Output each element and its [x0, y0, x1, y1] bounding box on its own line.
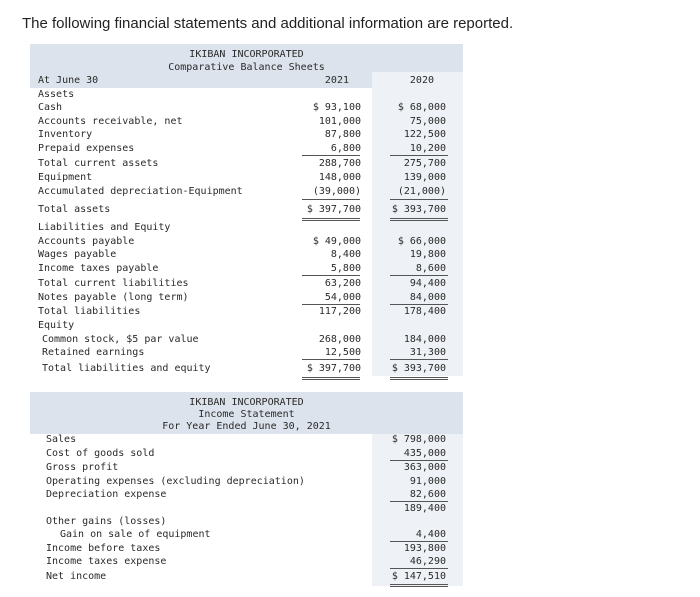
value-2021: 6,800 [330, 143, 361, 154]
value-2020: 84,000 [409, 292, 446, 303]
value-2021: $ 397,700 [306, 204, 361, 215]
table-row [0, 235, 700, 248]
value-2021: 63,200 [324, 278, 361, 289]
table-row [0, 475, 700, 488]
value-2021: 5,800 [330, 263, 361, 274]
row-label: Depreciation expense [46, 489, 167, 500]
row-label: Retained earnings [42, 347, 145, 358]
value-2020: (21,000) [397, 186, 446, 197]
value: 91,000 [409, 476, 446, 487]
table-row [0, 542, 700, 555]
subtotal-rule [390, 568, 448, 569]
total-double-rule [302, 377, 360, 380]
column-header-2020: 2020 [409, 75, 434, 86]
table-row [0, 171, 700, 184]
table-row [0, 262, 700, 275]
value-2020: 19,800 [409, 249, 446, 260]
row-label: Gain on sale of equipment [60, 529, 211, 540]
intro-text: The following financial statements and additional information are reported. [22, 15, 514, 32]
subtotal-rule [302, 199, 360, 200]
row-label: Notes payable (long term) [38, 292, 189, 303]
table-row [0, 128, 700, 141]
column-header-2021: 2021 [324, 75, 349, 86]
balance-sheet-date-label: At June 30 [38, 75, 99, 86]
row-label: Income before taxes [46, 543, 161, 554]
value: 363,000 [403, 462, 446, 473]
subtotal-rule [302, 275, 360, 276]
value-2020: 8,600 [415, 263, 446, 274]
value-2020: 178,400 [403, 306, 446, 317]
table-row [0, 142, 700, 155]
row-label: Accumulated depreciation-Equipment [38, 186, 243, 197]
table-row [0, 515, 700, 528]
value: 189,400 [403, 503, 446, 514]
row-label: Inventory [38, 129, 93, 140]
table-row [0, 157, 700, 170]
value-2020: $ 66,000 [397, 236, 446, 247]
table-row [0, 319, 700, 332]
value: 4,400 [415, 529, 446, 540]
table-row [0, 555, 700, 568]
value: 46,290 [409, 556, 446, 567]
table-row [0, 305, 700, 318]
value-2021: (39,000) [312, 186, 361, 197]
row-label: Total assets [38, 204, 111, 215]
table-row [0, 346, 700, 359]
subtotal-rule [302, 155, 360, 156]
row-label: Net income [46, 571, 107, 582]
row-label: Gross profit [46, 462, 119, 473]
row-label: Total current assets [38, 158, 159, 169]
balance-sheet-company: IKIBAN INCORPORATED [189, 49, 304, 60]
table-row [0, 488, 700, 501]
income-statement-period: For Year Ended June 30, 2021 [162, 421, 331, 432]
row-label: Equity [38, 320, 75, 331]
value-2021: 12,500 [324, 347, 361, 358]
table-row [0, 433, 700, 446]
table-row [0, 333, 700, 346]
row-label: Total liabilities [38, 306, 141, 317]
value: 193,800 [403, 543, 446, 554]
row-label: Cost of goods sold [46, 448, 155, 459]
value-2021: $ 397,700 [306, 363, 361, 374]
subtotal-rule [390, 199, 448, 200]
table-row [0, 101, 700, 114]
value-2021: 87,800 [324, 129, 361, 140]
row-label: Prepaid expenses [38, 143, 135, 154]
table-row [0, 528, 700, 541]
subtotal-rule [302, 359, 360, 360]
subtotal-rule [390, 275, 448, 276]
row-label: Income taxes payable [38, 263, 159, 274]
income-statement-title: Income Statement [198, 409, 295, 420]
value: 435,000 [403, 448, 446, 459]
row-label: Sales [46, 434, 77, 445]
total-double-rule [390, 584, 448, 587]
row-label: Wages payable [38, 249, 117, 260]
row-label: Income taxes expense [46, 556, 167, 567]
table-row [0, 291, 700, 304]
row-label: Total liabilities and equity [42, 363, 211, 374]
value-2020: 31,300 [409, 347, 446, 358]
table-row [0, 447, 700, 460]
income-statement-company: IKIBAN INCORPORATED [189, 397, 304, 408]
value-2021: 101,000 [318, 116, 361, 127]
table-row [0, 461, 700, 474]
table-row [0, 221, 700, 234]
row-label: Cash [38, 102, 63, 113]
table-row [0, 570, 700, 583]
row-label: Accounts receivable, net [38, 116, 183, 127]
value: $ 798,000 [391, 434, 446, 445]
value-2020: 275,700 [403, 158, 446, 169]
value-2021: 8,400 [330, 249, 361, 260]
table-row [0, 88, 700, 101]
table-row [0, 185, 700, 198]
value-2021: 148,000 [318, 172, 361, 183]
row-label: Total current liabilities [38, 278, 189, 289]
value-2021: $ 49,000 [312, 236, 361, 247]
subtotal-rule [390, 359, 448, 360]
row-label: Liabilities and Equity [38, 222, 171, 233]
value: $ 147,510 [391, 571, 446, 582]
value-2021: $ 93,100 [312, 102, 361, 113]
value-2020: $ 393,700 [391, 204, 446, 215]
row-label: Other gains (losses) [46, 516, 167, 527]
value-2021: 117,200 [318, 306, 361, 317]
table-row [0, 248, 700, 261]
value-2020: 184,000 [403, 334, 446, 345]
total-double-rule [390, 377, 448, 380]
value-2021: 268,000 [318, 334, 361, 345]
value-2021: 288,700 [318, 158, 361, 169]
subtotal-rule [390, 155, 448, 156]
value-2020: $ 68,000 [397, 102, 446, 113]
row-label: Common stock, $5 par value [42, 334, 199, 345]
value-2020: 139,000 [403, 172, 446, 183]
value: 82,600 [409, 489, 446, 500]
balance-sheet-title: Comparative Balance Sheets [168, 62, 325, 73]
value-2020: 122,500 [403, 129, 446, 140]
row-label: Accounts payable [38, 236, 135, 247]
row-label: Operating expenses (excluding depreciation) [46, 476, 305, 487]
table-row [0, 362, 700, 375]
row-label: Assets [38, 89, 75, 100]
value-2020: 75,000 [409, 116, 446, 127]
value-2020: 10,200 [409, 143, 446, 154]
table-row [0, 277, 700, 290]
row-label: Equipment [38, 172, 93, 183]
value-2021: 54,000 [324, 292, 361, 303]
table-row [0, 203, 700, 216]
table-row [0, 115, 700, 128]
value-2020: $ 393,700 [391, 363, 446, 374]
value-2020: 94,400 [409, 278, 446, 289]
table-row [0, 502, 700, 515]
